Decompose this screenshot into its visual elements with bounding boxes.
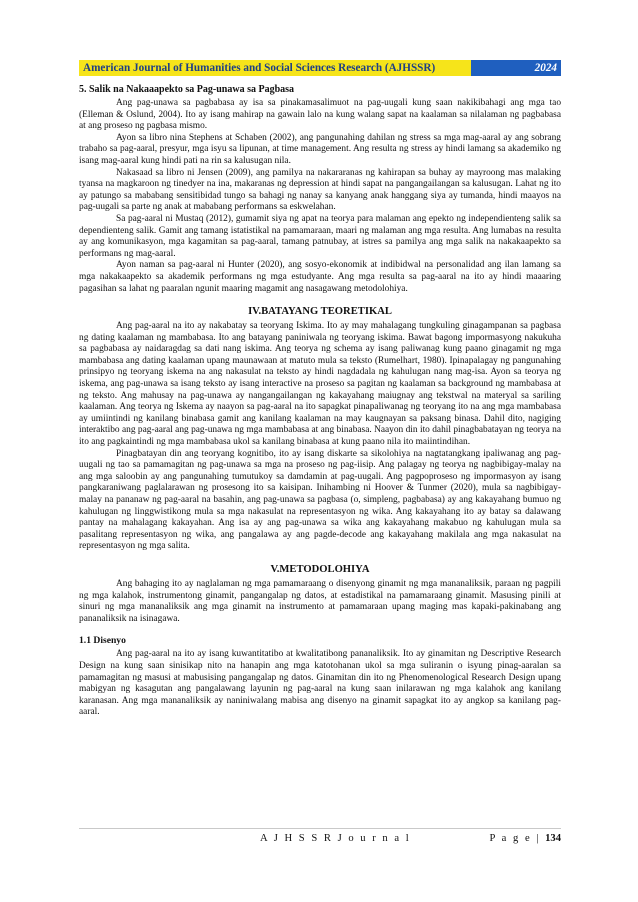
paragraph: Ang pag-unawa sa pagbabasa ay isa sa pinakamasalimuot na pag-uugali kung saan nakikibahagi ang mga tao (Elleman & Oslund, 2004). Ito ay isang mahirap na gawain lalo na kung walang sapat na kaalaman sa nilalaman ng pagbabasa at ang proseso ng pagbasa mismo. [79,98,561,132]
article-body [79,84,561,719]
page-number: 134 [545,833,561,844]
journal-title: American Journal of Humanities and Social Sciences Research (AJHSSR) [79,60,471,76]
footer-page-label: P a g e | [489,833,541,844]
section-1-1-heading: 1.1 Disenyo [79,635,126,647]
paragraph: Ayon sa libro nina Stephens at Schaben (2002), ang pangunahing dahilan ng stress sa mga mag-aaral ay ang sobrang trabaho sa pag-aaral, presyur, mga isyu sa lipunan, at time management. Ang resulta ng stress ay hindi lamang sa akademiko ng isang mag-aaral kung hindi pati na rin sa kalusugan nila. [79,132,561,166]
footer-divider [79,828,561,829]
paragraph: Nakasaad sa libro ni Jensen (2009), ang pamilya na nakararanas ng kahirapan sa buhay ay mayroong mas malaking tyansa na magkaroon ng tinedyer na ina, makaranas ng depression at hindi sapat na pangangailangan sa kalusugan. Lahat ng ito ay patungo sa mababang sensitibidad tungo sa bahagi ng nanay sa kanyang anak hanggang siya ay tumanda, hindi maayos na pag-uugali sa parte ng anak at mababang performans sa eskwelahan. [79,167,561,213]
paragraph: Ang bahaging ito ay naglalaman ng mga pamamaraang o disenyong ginamit ng mga mananaliksik, paraan ng pagpili ng mga kalahok, instrumentong ginamit, pangangalap ng datos, at estadistikal na pamamaraang ginamit. Masusing pinili at sinuri ng mga mananaliksik ang mga ginamit na instrumento at pamamaraan upang maging mas kapaki-pakinabang ang pananaliksik na isinagawa. [79,578,561,624]
paragraph: Ayon naman sa pag-aaral ni Hunter (2020), ang sosyo-ekonomik at indibidwal na personalidad ang ilan lamang sa mga nakakaapekto sa akademik performans ng mga estudyante. Ang mga resulta sa pag-aaral na ito ay hindi maaaring pagasihan sa lahat ng paaralan ngunit maaring magamit ang nasagawang metodolohiya. [79,260,561,294]
journal-year: 2024 [471,60,561,76]
paragraph: Sa pag-aaral ni Mustaq (2012), gumamit siya ng apat na teorya para malaman ang epekto ng independienteng salik sa dependienteng salik. Gamit ang tamang istatistikal na pamamaraan, maari ng malaman ang mga resulta. Ang lumabas na resulta ay ang komunikasyon, mga kagamitan sa pag-aaral, tamang patnubay, at istres sa pamilya ang mga salik na nakakaapekto sa performans ng mag-aaral. [79,213,561,259]
paragraph: Ang pag-aaral na ito ay nakabatay sa teoryang Iskima. Ito ay may mahalagang tungkuling ginagampanan sa pagbasa ng dating kaalaman ng mambabasa. Ito ang batayang paniniwala ng teoryang iskima. Bawat bagong impormasyong nakukuha sa pagbabasa ay naidaragdag sa dati nang iskima. Ang teorya ng schema ay isang paliwanag kung paano ginagamit ng mga mambabasa ang dating kaalaman upang maunawaan at matuto mula sa teksto (Rumelhart, 1980). Ipinapalagay ng pangunahing prinsipyo ng teoryang iskema na ang nakasulat na teksto ay hindi nagdadala ng kahulugan nang mag-isa. Ayon sa teorya ng iskema, ang pag-unawa sa isang teksto ay isang interactive na proseso sa pagitan ng kaalaman sa background ng mambabasa at ng teksto. Ang mahusay na pag-unawa ay nangangailangan ng kakayahang maiugnay ang tekstwal na materyal sa sariling kaalaman. Ang teorya ng Iskema ay naayon sa pag-aaral na ito sapagkat pinapaliwanag ng teoryang ito na ang mga mambabasa ay umiintindi ng kanilang binabasa gamit ang kanilang kaalaman na may kaugnayan sa paksang binasa. Dahil dito, nagiging interaktibo ang pag-aaral ang pag-unawa ng mga mambabasa at ang binabasa. Naayon din ito dahil pinagbabatayan ng teorya na ito ang pagkaintindi ng mga mambabasa ukol sa kanilang binabasa at kung paano nila ito maiintindihan. [79,321,561,448]
journal-header [79,60,561,76]
section-v-heading: V.METODOLOHIYA [270,563,370,575]
footer-page [490,832,561,845]
paragraph: Ang pag-aaral na ito ay isang kuwantitatibo at kwalitatibong pananaliksik. Ito ay ginamitan ng Descriptive Research Design na kung saan sinisikap nito na hanapin ang mga katotohanan ukol sa mga suliranin o isyung pinag-aaralan sa pamamagitan ng masusi at mabusising pangangalap ng datos. Ginamitan din ito ng Phenomenological Research Design upang mabigyan ng kasagutan ang pangalawang layunin ng pag-aaral na kung saan inilarawan ng mga kalahok ang kanilang karanasan. Ang mga mananaliksik ay naniniwalang mabisa ang disenyo na ginamit sapagkat ito ay angkop sa kanilang pag-aaral. [79,649,561,718]
section-iv-heading: IV.BATAYANG TEORETIKAL [248,306,392,318]
footer-journal: A J H S S R J o u r n a l [260,833,411,844]
section-5-heading: 5. Salik na Nakaaapekto sa Pag-unawa sa Pagbasa [79,84,295,95]
paragraph: Pinagbatayan din ang teoryang kognitibo, ito ay isang diskarte sa sikolohiya na nagtatangkang ipaliwanag ang pag-uugali ng tao sa pamamagitan ng pag-unawa sa mga na proseso ng pag-iisip. Ang palagay ng teorya ng nagbibigay-malay na ang mga saloobin ay ang pangunahing tumutukoy sa damdamin at pag-uugali. Ang pagpoproseso ng impormasyon ay isang pangkaraniwang paglalarawan ng prosesong ito sa kaisipan. Inihambing ni Hoover & Tunmer (2020), mula sa nagbibigay-malay na pananaw ng pag-aaral na basahin, ang pag-unawa sa pagbasa (o, simpleng, pagbabasa) ay ang kakayahang bumuo ng kahulugan ng linggwistikong mula sa mga nakasulat na representasyon ng wika. Ang kakayahang ito ay batay sa dalawang pantay na mahalagang kakayahan. Ang isa ay ang pag-unawa sa wika ang kakayahang makabuo ng kahulugan mula sa pasalitang representasyon ng wika, ang pangalawa ay ang pagde-decode ang kakayahang makilala ang mga nakasulat na representasyon ng mga salita. [79,448,561,552]
